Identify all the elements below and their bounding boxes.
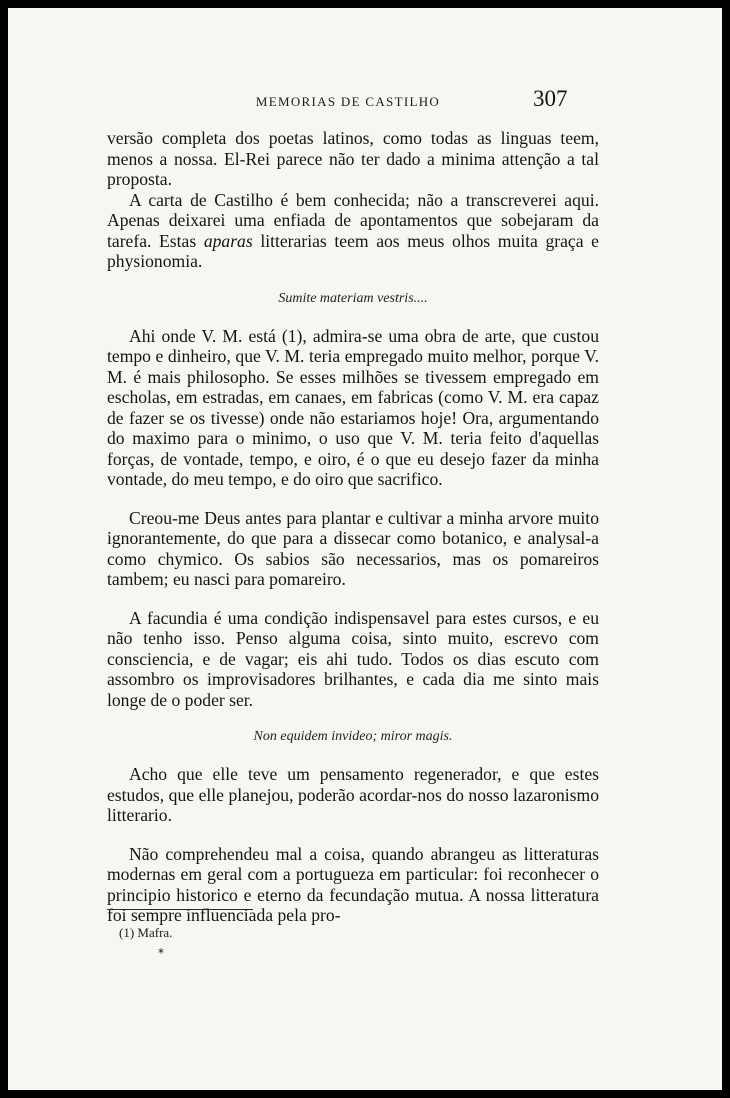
paragraph-continuation	[107, 128, 599, 190]
paragraph-carta	[107, 190, 599, 272]
epigraph-non-equidem: Non equidem invideo; miror magis.	[253, 729, 453, 744]
paragraph-facundia: A facundia é uma condição indispensavel para estes cursos, e eu não tenho isso. Penso alguma coisa, sinto muito, escrevo com consciencia, e de vagar; eis ahi tudo. Todos os dias escuto com assombro os improvisadores brilhantes, e cada dia me sinto mais longe de o poder ser.	[107, 607, 599, 710]
book-page	[8, 8, 722, 1090]
text-line: attenção a tal proposta.	[107, 148, 599, 189]
main-text	[107, 128, 599, 926]
running-title: MEMORIAS DE CASTILHO	[255, 94, 441, 109]
epigraph-sumite: Sumite materiam vestris....	[278, 290, 428, 306]
paragraph-acho: Acho que elle teve um pensamento regenerador, e que estes estudos, que elle planejou, poderão acordar-nos do nosso lazaronismo litterario.	[107, 764, 599, 825]
paragraph-creou-me: Creou-me Deus antes para plantar e cultivar a minha arvore muito ignorantemente, do que para a dissecar como botanico, e analysal-a como chymico. Os sabios são necessarios, mas os pomareiros tambem; eu nasci para pomareiro.	[107, 507, 599, 589]
italic-word: aparas	[203, 230, 253, 251]
footnote-rule	[107, 909, 253, 910]
text-line: teem, menos a nossa. El-Rei parece não ter dado a minima	[107, 128, 599, 169]
signature-mark: *	[158, 946, 164, 960]
text-line: versão completa dos poetas latinos, como todas as linguas	[107, 128, 552, 148]
paragraph-text: A carta de Castilho é bem conhecida; não a transcreverei aqui. Apenas deixarei uma enfiada de apontamentos que sobejaram da tarefa. Estas	[107, 189, 599, 251]
paragraph-ahi-onde: Ahi onde V. M. está (1), admira-se uma obra de arte, que custou tempo e dinheiro, que V. M. teria empregado muito melhor, porque V. M. é mais philosopho. Se esses milhões se tivessem empregado em escholas, em estradas, em canaes, em fabricas (como V. M. era capaz de fazer se os tivesse) onde não estariamos hoje! Ora, argumentando do maximo para o minimo, o uso que V. M. teria feito d'aquellas forças, de vontade, tempo, e oiro, é o que eu desejo fazer da minha vontade, do meu tempo, e do oiro que sacrifico.	[107, 325, 599, 489]
paragraph-text: litterarias teem aos meus olhos muita graça e physionomia.	[107, 230, 599, 271]
footnote: (1) Mafra.	[119, 925, 173, 940]
running-head	[8, 86, 722, 118]
page-number: 307	[533, 86, 568, 111]
paragraph-nao-comprehendeu: Não comprehendeu mal a coisa, quando abrangeu as litteraturas modernas em geral com a portugueza em particular: foi reconhecer o principio historico e eterno da fecundação mutua. A nossa litteratura foi sempre influenciada pela pro-	[107, 843, 599, 925]
